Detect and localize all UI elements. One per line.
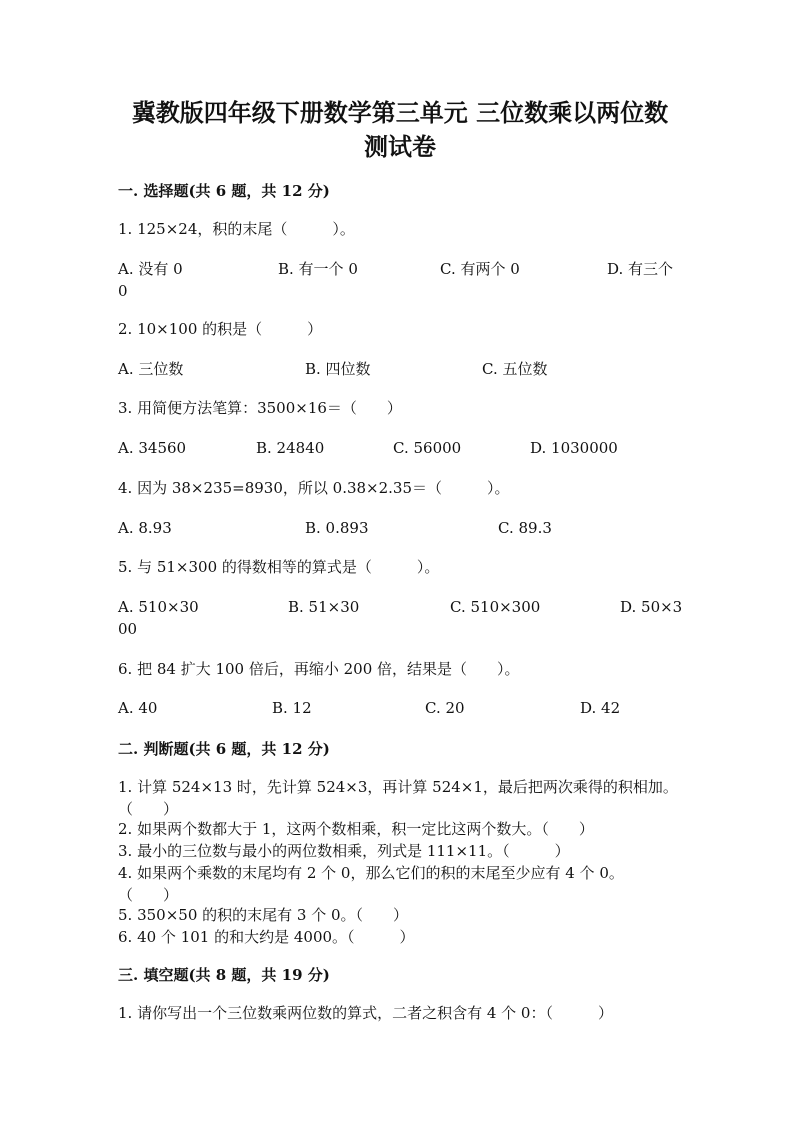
fill-question-1: 1. 请你写出一个三位数乘两位数的算式，二者之积含有 4 个 0：（ ） bbox=[118, 1004, 613, 1022]
q2-option-c: C. 五位数 bbox=[482, 360, 548, 378]
q6-option-a: A. 40 bbox=[118, 699, 158, 717]
q4-option-a: A. 8.93 bbox=[118, 519, 172, 537]
q6-option-d: D. 42 bbox=[580, 699, 621, 717]
q6-option-c: C. 20 bbox=[425, 699, 465, 717]
q1-option-a: A. 没有 0 bbox=[118, 260, 183, 278]
q5-option-a: A. 510×30 bbox=[118, 598, 199, 616]
section-heading-choice: 一. 选择题(共 6 题，共 12 分) bbox=[118, 182, 330, 200]
q2-option-a: A. 三位数 bbox=[118, 360, 184, 378]
q3-option-a: A. 34560 bbox=[118, 439, 187, 457]
q5-option-c: C. 510×300 bbox=[450, 598, 541, 616]
q3-option-c: C. 56000 bbox=[393, 439, 462, 457]
q5-option-d: D. 50×3 bbox=[620, 598, 683, 616]
q1-option-c: C. 有两个 0 bbox=[440, 260, 520, 278]
q4-option-c: C. 89.3 bbox=[498, 519, 552, 537]
choice-question-4: 4. 因为 38×235=8930，所以 0.38×2.35＝（ ）。 bbox=[118, 479, 510, 497]
q6-option-b: B. 12 bbox=[272, 699, 312, 717]
choice-question-5: 5. 与 51×300 的得数相等的算式是（ ）。 bbox=[118, 558, 440, 576]
choice-question-3: 3. 用简便方法笔算：3500×16＝（ ） bbox=[118, 399, 402, 417]
q5-option-b: B. 51×30 bbox=[288, 598, 360, 616]
q2-option-b: B. 四位数 bbox=[305, 360, 371, 378]
judge-question-5: 5. 350×50 的积的末尾有 3 个 0。（ ） bbox=[118, 906, 409, 924]
q5-option-d-wrap: 00 bbox=[118, 620, 138, 638]
judge-question-1: 1. 计算 524×13 时，先计算 524×3，再计算 524×1，最后把两次乘得的积相加。（ ） bbox=[118, 778, 678, 818]
q3-option-d: D. 1030000 bbox=[530, 439, 618, 457]
section-heading-judge: 二. 判断题(共 6 题，共 12 分) bbox=[118, 740, 330, 758]
judge-question-3: 3. 最小的三位数与最小的两位数相乘，列式是 111×11。（ ） bbox=[118, 842, 570, 860]
choice-question-6: 6. 把 84 扩大 100 倍后，再缩小 200 倍，结果是（ ）。 bbox=[118, 660, 520, 678]
choice-question-1: 1. 125×24，积的末尾（ ）。 bbox=[118, 220, 355, 238]
judge-question-4: 4. 如果两个乘数的末尾均有 2 个 0，那么它们的积的末尾至少应有 4 个 0。（ ） bbox=[118, 864, 624, 904]
q1-option-d-wrap: 0 bbox=[118, 282, 128, 300]
q1-option-d: D. 有三个 bbox=[607, 260, 674, 278]
page-title bbox=[100, 96, 700, 164]
judge-question-2: 2. 如果两个数都大于 1，这两个数相乘，积一定比这两个数大。（ ） bbox=[118, 820, 594, 838]
choice-question-2: 2. 10×100 的积是（ ） bbox=[118, 320, 323, 338]
judge-question-6: 6. 40 个 101 的和大约是 4000。（ ） bbox=[118, 928, 415, 946]
section-heading-fill: 三. 填空题(共 8 题，共 19 分) bbox=[118, 966, 330, 984]
title-line-1: 冀教版四年级下册数学第三单元 三位数乘以两位数 bbox=[131, 98, 669, 127]
title-line-2: 测试卷 bbox=[364, 132, 436, 161]
q3-option-b: B. 24840 bbox=[256, 439, 325, 457]
q1-option-b: B. 有一个 0 bbox=[278, 260, 358, 278]
q4-option-b: B. 0.893 bbox=[305, 519, 369, 537]
